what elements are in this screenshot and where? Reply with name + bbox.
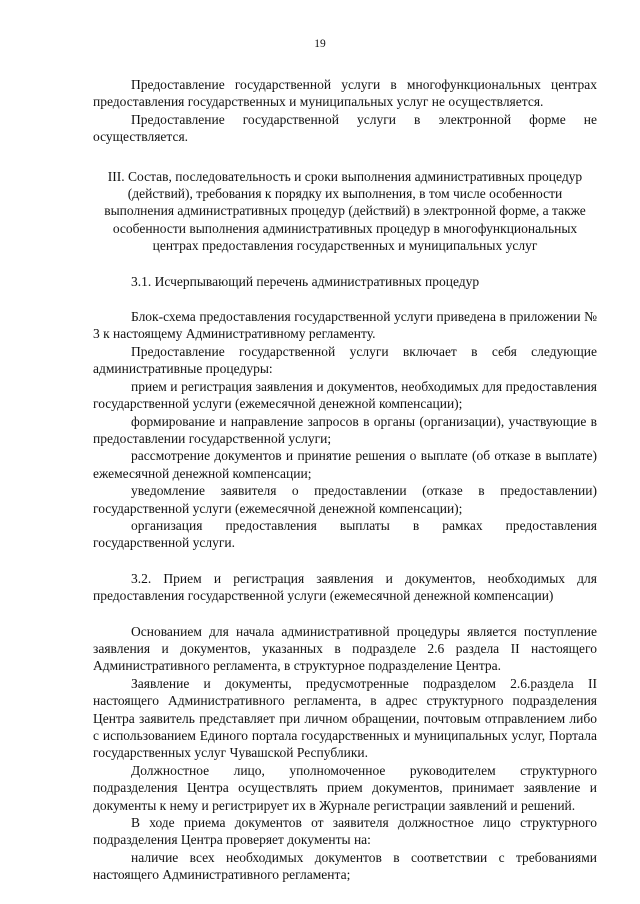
paragraph-electronic-not-provided: Предоставление государственной услуги в электронной форме не осуществляется. <box>93 111 597 145</box>
subsection-3-1-title: 3.1. Исчерпывающий перечень административных процедур <box>131 273 480 289</box>
paragraph-basis: Основанием для начала административной процедуры является поступление заявления и документов, указанных в подразделе 2.6 раздела II настоящего Административного регламента, в структурное подразделение Центра. <box>93 623 597 674</box>
procedure-item: прием и регистрация заявления и документов, необходимых для предоставления государственной услуги (ежемесячной денежной компенсации); <box>93 378 597 412</box>
paragraph-block-scheme: Блок-схема предоставления государственной услуги приведена в приложении № 3 к настоящему Административному регламенту. <box>93 309 597 342</box>
procedure-item: формирование и направление запросов в органы (организации), участвующие в предоставлении государственной услуги; <box>93 413 597 446</box>
paragraph-submission: Заявление и документы, предусмотренные подразделом 2.6.раздела II настоящего Административного регламента, в адрес структурного подразделения Центра заявитель представляет при личном обращении, почтовым отправлением либо с использованием Единого портала государственных и муниципальных услуг, Портала государственных услуг Чувашской Республики. <box>93 675 597 761</box>
paragraph-mfc-not-provided: Предоставление государственной услуги в многофункциональных центрах предоставления государственных и муниципальных услуг не осуществляется. <box>93 77 597 110</box>
section-heading: III. Состав, последовательность и сроки выполнения административных процедур (действий), требования к порядку их выполнения, в том числе особенности выполнения административных процедур (действий) в электронной форме, а также особенности выполнения административных процедур в многофункциональных центрах предоставления государственных и муниципальных услуг <box>104 168 586 254</box>
paragraph-procedures-intro: Предоставление государственной услуги включает в себя следующие административные процедуры: <box>93 343 597 377</box>
paragraph-official: Должностное лицо, уполномоченное руководителем структурного подразделения Центра осуществлять прием документов, принимает заявление и документы к нему и регистрирует их в Журнале регистрации заявлений и решений. <box>93 762 597 813</box>
check-item: наличие всех необходимых документов в соответствии с требованиями настоящего Административного регламента; <box>93 849 597 883</box>
page-content <box>93 76 597 884</box>
subsection-3-2-title: 3.2. Прием и регистрация заявления и документов, необходимых для предоставления государственной услуги (ежемесячной денежной компенсации) <box>93 570 597 604</box>
page-number: 19 <box>314 38 326 50</box>
procedure-item: рассмотрение документов и принятие решения о выплате (об отказе в выплате) ежемесячной денежной компенсации; <box>93 448 597 481</box>
procedure-item: организация предоставления выплаты в рамках предоставления государственной услуги. <box>93 517 597 551</box>
paragraph-check: В ходе приема документов от заявителя должностное лицо структурного подразделения Центра проверяет документы на: <box>93 815 597 848</box>
procedure-item: уведомление заявителя о предоставлении (отказе в предоставлении) государственной услуги (ежемесячной денежной компенсации); <box>93 483 597 516</box>
